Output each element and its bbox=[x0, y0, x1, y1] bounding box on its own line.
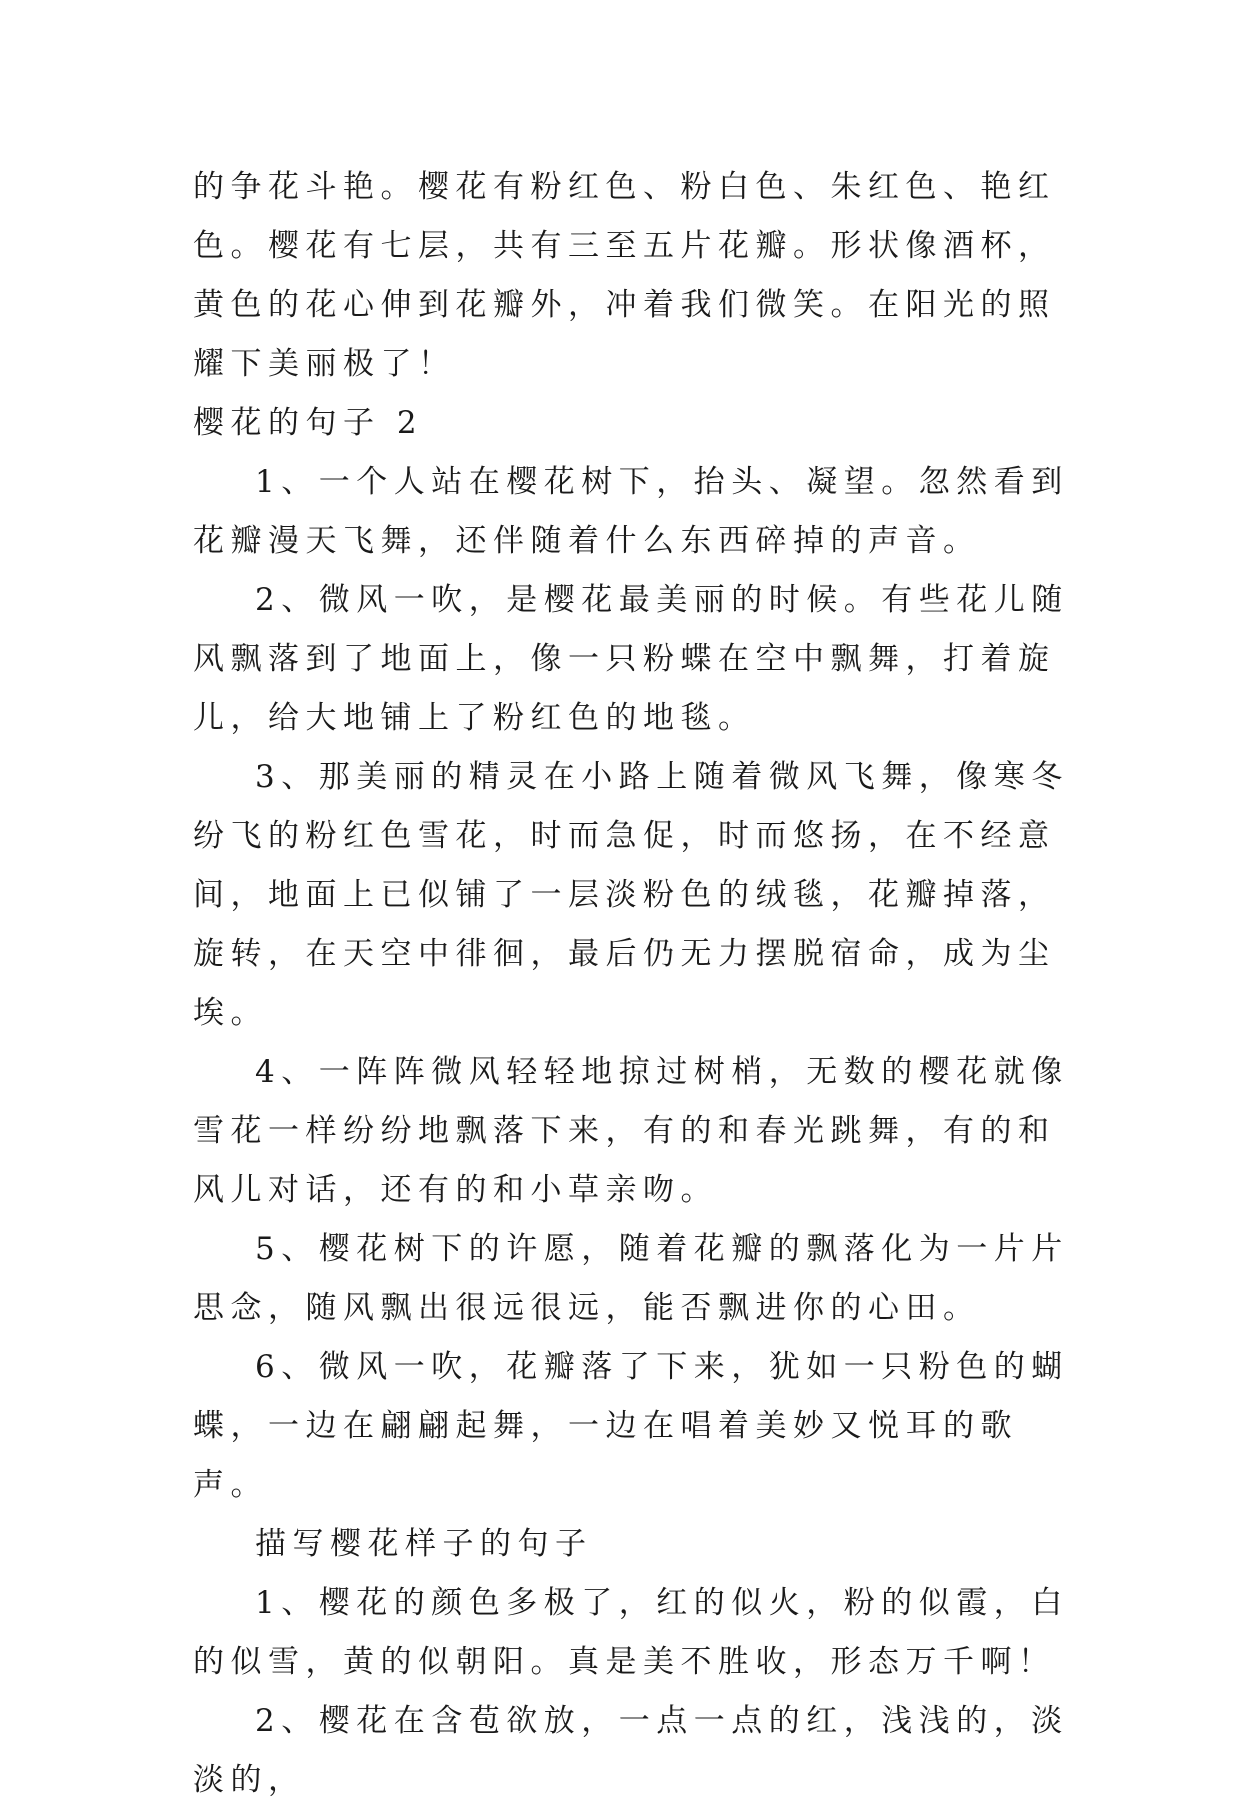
list-item: 1、一个人站在樱花树下，抬头、凝望。忽然看到花瓣漫天飞舞，还伴随着什么东西碎掉的声音。 bbox=[193, 464, 1069, 559]
list-item: 5、樱花树下的许愿，随着花瓣的飘落化为一片片思念，随风飘出很远很远，能否飘进你的心田。 bbox=[193, 1231, 1069, 1326]
section-title-1: 樱花的句子 2 bbox=[193, 405, 424, 441]
list-item: 4、一阵阵微风轻轻地掠过树梢，无数的樱花就像雪花一样纷纷地飘落下来，有的和春光跳舞，有的和风儿对话，还有的和小草亲吻。 bbox=[193, 1054, 1069, 1208]
document-body bbox=[193, 158, 1073, 1810]
list-item: 2、樱花在含苞欲放，一点一点的红，浅浅的，淡淡的， bbox=[193, 1703, 1069, 1798]
list-item: 1、樱花的颜色多极了，红的似火，粉的似霞，白的似雪，黄的似朝阳。真是美不胜收，形态万千啊！ bbox=[193, 1585, 1069, 1680]
list-item: 3、那美丽的精灵在小路上随着微风飞舞，像寒冬纷飞的粉红色雪花，时而急促，时而悠扬，在不经意间，地面上已似铺了一层淡粉色的绒毯，花瓣掉落，旋转，在天空中徘徊，最后仍无力摆脱宿命，成为尘埃。 bbox=[193, 759, 1069, 1031]
list-item: 2、微风一吹，是樱花最美丽的时候。有些花儿随风飘落到了地面上，像一只粉蝶在空中飘舞，打着旋儿，给大地铺上了粉红色的地毯。 bbox=[193, 582, 1069, 736]
intro-paragraph: 的争花斗艳。樱花有粉红色、粉白色、朱红色、艳红色。樱花有七层，共有三至五片花瓣。形状像酒杯，黄色的花心伸到花瓣外，冲着我们微笑。在阳光的照耀下美丽极了！ bbox=[193, 169, 1056, 382]
list-item: 6、微风一吹，花瓣落了下来，犹如一只粉色的蝴蝶，一边在翩翩起舞，一边在唱着美妙又悦耳的歌声。 bbox=[193, 1349, 1069, 1503]
section-title-2: 描写樱花样子的句子 bbox=[255, 1526, 593, 1562]
